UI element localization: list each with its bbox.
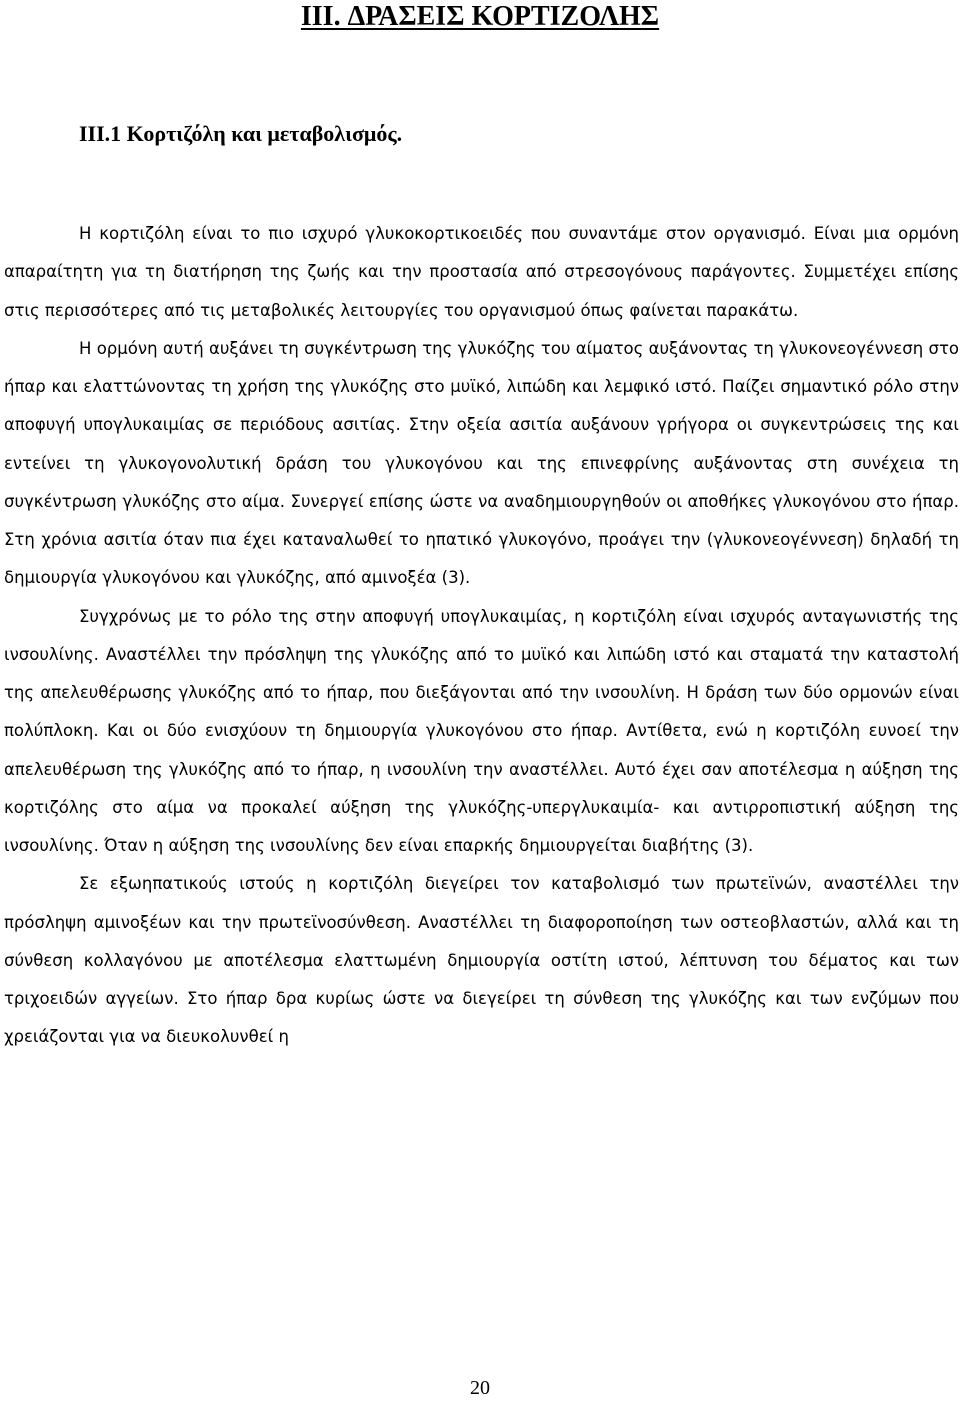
paragraph: Σε εξωηπατικούς ιστούς η κορτιζόλη διεγείρει τον καταβολισμό των πρωτεϊνών, αναστέλλει την πρόσληψη αμινοξέων και την πρωτεϊνοσύνθεση. Αναστέλλει τη διαφοροποίηση των οστεοβλαστών, αλλά και τη σύνθεση κολλαγόνου με αποτέλεσμα ελαττωμένη δημιουργία οστίτη ιστού, λέπτυνση του δέματος και των τριχοειδών αγγείων. Στο ήπαρ δρα κυρίως ώστε να διεγείρει τη σύνθεση της γλυκόζης και των ενζύμων που χρειάζονται για να διευκολυνθεί η (4, 874, 959, 1047)
paragraph: Η ορμόνη αυτή αυξάνει τη συγκέντρωση της γλυκόζης του αίματος αυξάνοντας τη γλυκονεογέννεση στο ήπαρ και ελαττώνοντας τη χρήση της γλυκόζης στο μυϊκό, λιπώδη και λεμφικό ιστό. Παίζει σημαντικό ρόλο στην αποφυγή υπογλυκαιμίας σε περιόδους ασιτίας. Στην οξεία ασιτία αυξάνουν γρήγορα οι συγκεντρώσεις της και εντείνει τη γλυκογονολυτική δράση του γλυκογόνου και της επινεφρίνης αυξάνοντας στη συνέχεια τη συγκέντρωση γλυκόζης στο αίμα. Συνεργεί επίσης ώστε να αναδημιουργηθούν οι αποθήκες γλυκογόνου στο ήπαρ. Στη χρόνια ασιτία όταν πια έχει καταναλωθεί το ηπατικό γλυκογόνο, προάγει την (γλυκονεογέννεση) δηλαδή τη δημιουργία γλυκογόνου και γλυκόζης, από αμινοξέα (3). (4, 338, 959, 588)
section-title: III.1 Κορτιζόλη και μεταβολισμός. (79, 121, 403, 146)
body-text (4, 215, 959, 1057)
chapter-title: III. ΔΡΑΣΕΙΣ ΚΟΡΤΙΖΟΛΗΣ (300, 1, 660, 32)
paragraph: Συγχρόνως με το ρόλο της στην αποφυγή υπογλυκαιμίας, η κορτιζόλη είναι ισχυρός ανταγωνιστής της ινσουλίνης. Αναστέλλει την πρόσληψη της γλυκόζης από το μυϊκό και λιπώδη ιστό και σταματά την καταστολή της απελευθέρωσης γλυκόζης από το ήπαρ, που διεξάγονται από την ινσουλίνη. Η δράση των δύο ορμονών είναι πολύπλοκη. Και οι δύο ενισχύουν τη δημιουργία γλυκογόνου στο ήπαρ. Αντίθετα, ενώ η κορτιζόλη ευνοεί την απελευθέρωση της γλυκόζης από το ήπαρ, η ινσουλίνη την αναστέλλει. Αυτό έχει σαν αποτέλεσμα η αύξηση της κορτιζόλης στο αίμα να προκαλεί αύξηση της γλυκόζης-υπεργλυκαιμία- και αντιρροπιστική αύξηση της ινσουλίνης. Όταν η αύξηση της ινσουλίνης δεν είναι επαρκής δημιουργείται διαβήτης (3). (4, 606, 959, 855)
page-number: 20 (470, 1377, 490, 1399)
paragraph: Η κορτιζόλη είναι το πιο ισχυρό γλυκοκορτικοειδές που συναντάμε στον οργανισμό. Είναι μια ορμόνη απαραίτητη για τη διατήρηση της ζωής και την προστασία από στρεσογόνους παράγοντες. Συμμετέχει επίσης στις περισσότερες από τις μεταβολικές λειτουργίες του οργανισμού όπως φαίνεται παρακάτω. (4, 224, 959, 320)
